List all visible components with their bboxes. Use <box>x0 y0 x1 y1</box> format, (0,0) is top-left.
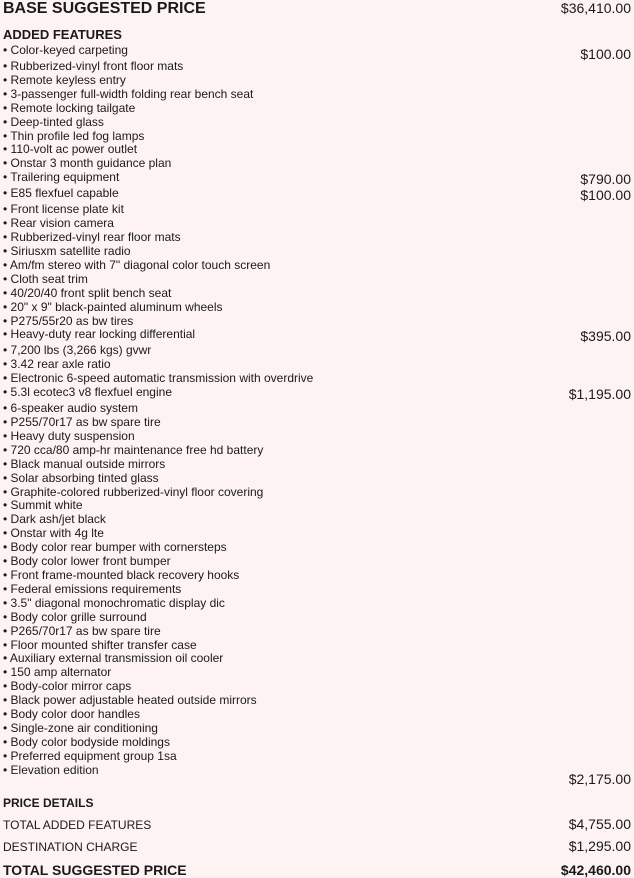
feature-name: • Solar absorbing tinted glass <box>0 472 159 486</box>
total-suggested-price-label: TOTAL SUGGESTED PRICE <box>3 862 187 878</box>
price-details-title: PRICE DETAILS <box>3 796 94 810</box>
feature-row <box>0 583 631 597</box>
feature-row <box>0 171 631 187</box>
feature-row <box>0 472 631 486</box>
feature-name: • P265/70r17 as bw spare tire <box>0 625 161 639</box>
feature-name: • Dark ash/jet black <box>0 513 106 527</box>
feature-row <box>0 74 631 88</box>
feature-row <box>0 611 631 625</box>
feature-row <box>0 722 631 736</box>
feature-name: • 7,200 lbs (3,266 kgs) gvwr <box>0 344 151 358</box>
feature-row <box>0 750 631 764</box>
feature-row <box>0 328 631 344</box>
feature-name: • 5.3l ecotec3 v8 flexfuel engine <box>0 386 172 400</box>
feature-row <box>0 187 631 203</box>
feature-name: • Deep-tinted glass <box>0 116 104 130</box>
feature-name: • Onstar 3 month guidance plan <box>0 157 171 171</box>
feature-row <box>0 444 631 458</box>
feature-row <box>0 88 631 102</box>
feature-row <box>0 116 631 130</box>
feature-row <box>0 273 631 287</box>
feature-row <box>0 486 631 500</box>
feature-row <box>0 416 631 430</box>
feature-row <box>0 680 631 694</box>
feature-row <box>0 555 631 569</box>
feature-row <box>0 541 631 555</box>
feature-name: • Federal emissions requirements <box>0 583 181 597</box>
feature-name: • Remote locking tailgate <box>0 102 135 116</box>
feature-row <box>0 143 631 157</box>
feature-name: • 3.42 rear axle ratio <box>0 358 111 372</box>
feature-name: • Body-color mirror caps <box>0 680 131 694</box>
total-suggested-price-row <box>0 862 631 878</box>
feature-row <box>0 231 631 245</box>
feature-name: • Heavy duty suspension <box>0 430 135 444</box>
feature-price: $100.00 <box>580 187 631 204</box>
feature-row <box>0 344 631 358</box>
feature-row <box>0 762 631 787</box>
total-added-features-row <box>0 816 631 832</box>
feature-row <box>0 597 631 611</box>
destination-charge-value: $1,295.00 <box>568 838 631 854</box>
feature-name: • 40/20/40 front split bench seat <box>0 287 171 301</box>
feature-row <box>0 639 631 653</box>
feature-row <box>0 386 631 402</box>
feature-name: • Trailering equipment <box>0 171 119 185</box>
feature-row <box>0 315 631 329</box>
feature-name: • Am/fm stereo with 7" diagonal color touch screen <box>0 259 270 273</box>
feature-name: • 3-passenger full-width folding rear bench seat <box>0 88 253 102</box>
feature-row <box>0 60 631 74</box>
feature-name: • Auxiliary external transmission oil cooler <box>0 652 223 666</box>
feature-row <box>0 44 631 60</box>
feature-name: • 20" x 9" black-painted aluminum wheels <box>0 301 223 315</box>
feature-row <box>0 372 631 386</box>
feature-row <box>0 569 631 583</box>
feature-name: • 6-speaker audio system <box>0 402 138 416</box>
destination-charge-label: DESTINATION CHARGE <box>3 840 138 854</box>
feature-price: $100.00 <box>580 46 631 62</box>
total-suggested-price-value: $42,460.00 <box>560 862 631 878</box>
feature-name: • Summit white <box>0 499 83 513</box>
feature-row <box>0 287 631 301</box>
feature-name: • Electronic 6-speed automatic transmission with overdrive <box>0 372 313 386</box>
feature-price: $790.00 <box>580 171 631 188</box>
destination-charge-row <box>0 838 631 854</box>
feature-name: • Floor mounted shifter transfer case <box>0 639 197 653</box>
feature-name: • Cloth seat trim <box>0 273 88 287</box>
feature-name: • P275/55r20 as bw tires <box>0 315 133 329</box>
feature-row <box>0 130 631 144</box>
feature-row <box>0 430 631 444</box>
feature-name: • Black manual outside mirrors <box>0 458 165 472</box>
feature-row <box>0 708 631 722</box>
feature-name: • Remote keyless entry <box>0 74 126 88</box>
feature-name: • Rear vision camera <box>0 217 114 231</box>
base-price-label: BASE SUGGESTED PRICE <box>3 0 206 17</box>
feature-name: • Single-zone air conditioning <box>0 722 158 736</box>
feature-name: • Color-keyed carpeting <box>0 44 128 58</box>
feature-name: • Body color bodyside moldings <box>0 736 170 750</box>
feature-name: • E85 flexfuel capable <box>0 187 119 201</box>
feature-row <box>0 458 631 472</box>
feature-price: $395.00 <box>580 328 631 345</box>
feature-price: $2,175.00 <box>568 770 631 787</box>
feature-name: • Rubberized-vinyl rear floor mats <box>0 231 181 245</box>
total-added-features-value: $4,755.00 <box>568 816 631 832</box>
total-added-features-label: TOTAL ADDED FEATURES <box>3 818 152 832</box>
feature-name: • Black power adjustable heated outside mirrors <box>0 694 257 708</box>
feature-name: • Siriusxm satellite radio <box>0 245 131 259</box>
feature-name: • Thin profile led fog lamps <box>0 130 144 144</box>
feature-row <box>0 666 631 680</box>
feature-name: • Preferred equipment group 1sa <box>0 750 177 764</box>
feature-row <box>0 499 631 513</box>
feature-row <box>0 652 631 666</box>
feature-row <box>0 259 631 273</box>
feature-row <box>0 694 631 708</box>
feature-name: • Graphite-colored rubberized-vinyl floor covering <box>0 486 263 500</box>
feature-name: • Body color door handles <box>0 708 140 722</box>
feature-row <box>0 217 631 231</box>
feature-name: • Onstar with 4g lte <box>0 527 104 541</box>
feature-price: $1,195.00 <box>568 386 631 403</box>
feature-name: • P255/70r17 as bw spare tire <box>0 416 161 430</box>
feature-row <box>0 102 631 116</box>
feature-name: • Heavy-duty rear locking differential <box>0 328 195 342</box>
feature-row <box>0 513 631 527</box>
feature-name: • Body color rear bumper with cornersteps <box>0 541 227 555</box>
feature-row <box>0 736 631 750</box>
added-features-list <box>0 43 631 787</box>
feature-name: • 3.5" diagonal monochromatic display dic <box>0 597 225 611</box>
feature-row <box>0 358 631 372</box>
feature-name: • 110-volt ac power outlet <box>0 143 137 157</box>
feature-name: • 720 cca/80 amp-hr maintenance free hd battery <box>0 444 263 458</box>
feature-row <box>0 301 631 315</box>
feature-row <box>0 203 631 217</box>
feature-name: • Front frame-mounted black recovery hooks <box>0 569 239 583</box>
base-price-row <box>0 0 631 18</box>
feature-name: • Rubberized-vinyl front floor mats <box>0 60 183 74</box>
feature-row <box>0 157 631 171</box>
feature-name: • Body color lower front bumper <box>0 555 171 569</box>
feature-name: • Elevation edition <box>0 764 99 778</box>
feature-name: • Body color grille surround <box>0 611 147 625</box>
feature-name: • Front license plate kit <box>0 203 124 217</box>
feature-name: • 150 amp alternator <box>0 666 111 680</box>
feature-row <box>0 402 631 416</box>
feature-row <box>0 625 631 639</box>
base-price-value: $36,410.00 <box>560 0 631 16</box>
feature-row <box>0 527 631 541</box>
added-features-title: ADDED FEATURES <box>3 27 122 42</box>
feature-row <box>0 245 631 259</box>
